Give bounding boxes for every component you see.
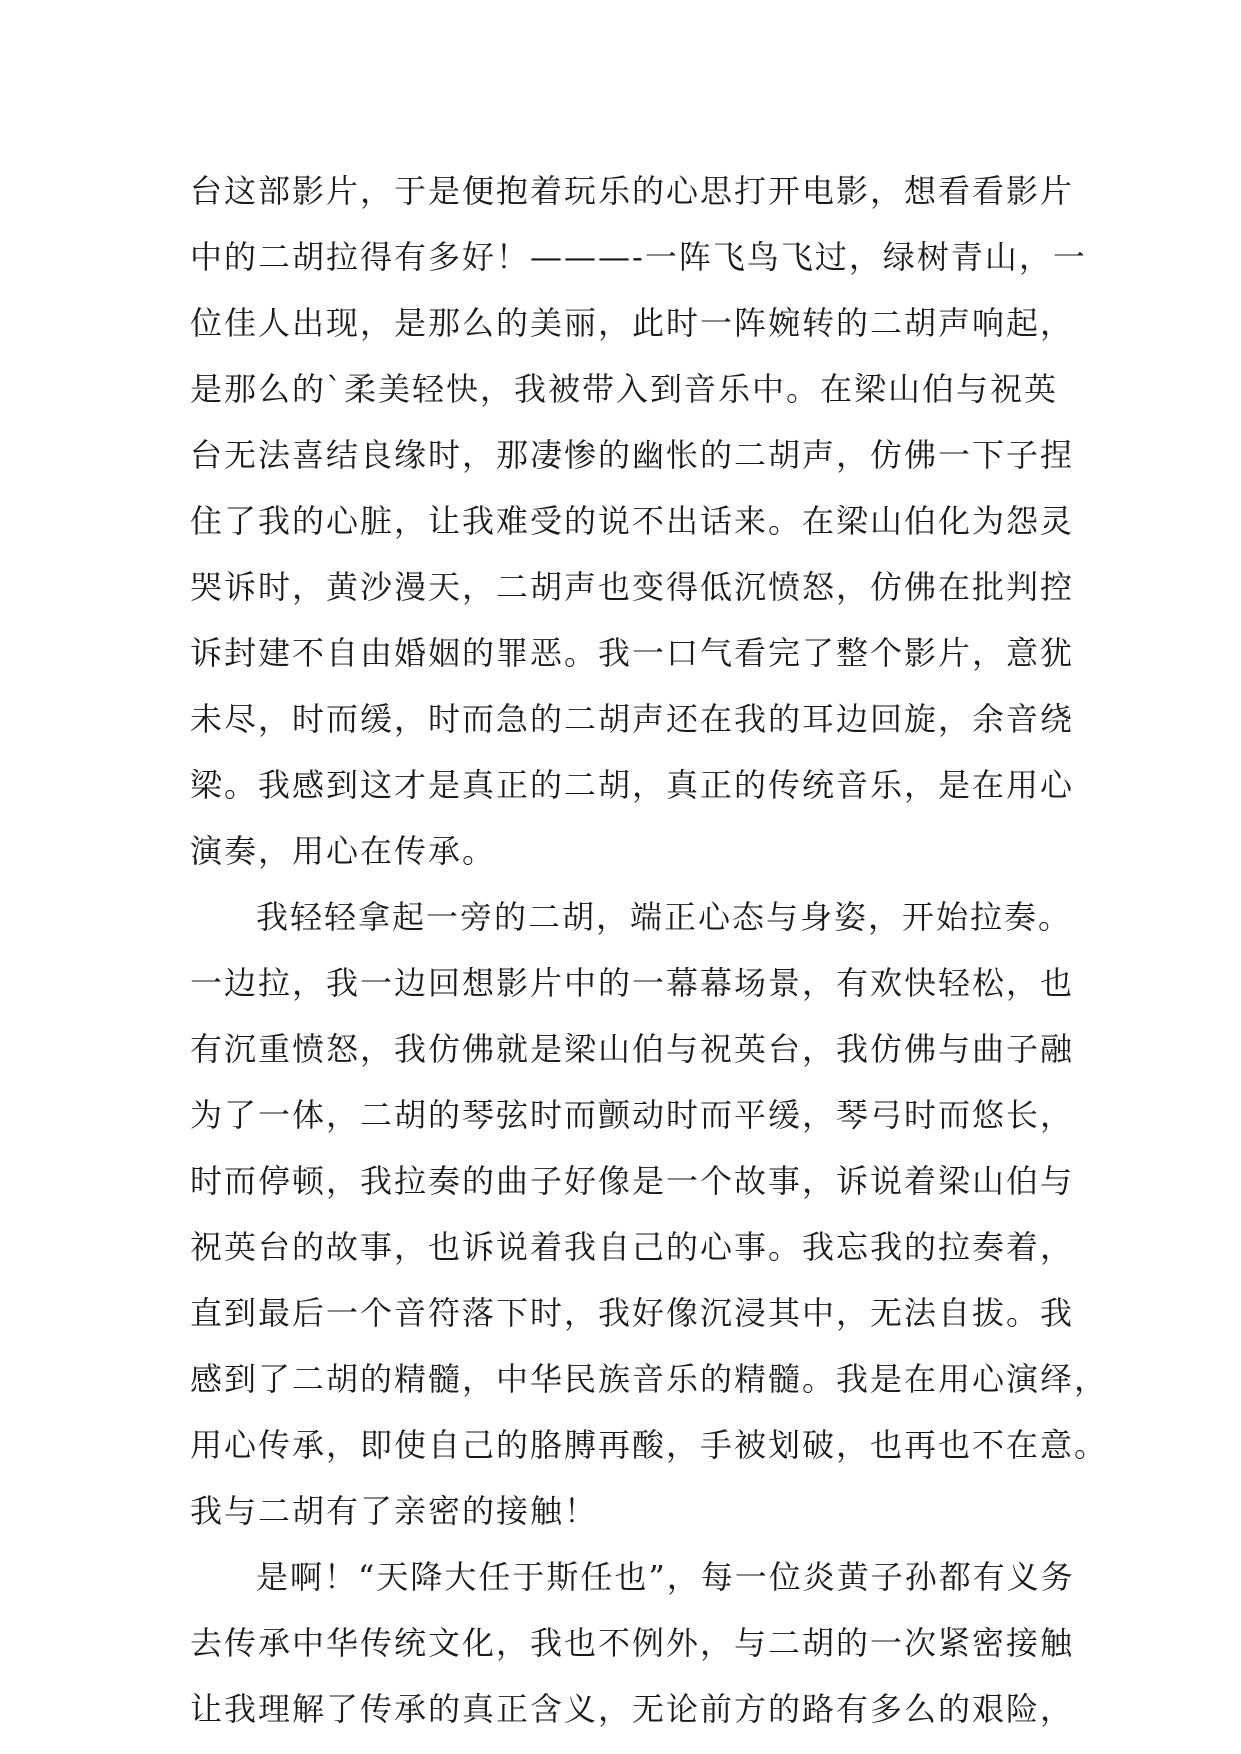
text-line: 演奏，用心在传承。: [190, 832, 497, 870]
text-line: 梁。我感到这才是真正的二胡，真正的传统音乐，是在用心: [190, 766, 1075, 804]
text-line: 祝英台的故事，也诉说着我自己的心事。我忘我的拉奏着，: [190, 1228, 1075, 1266]
text-line: 我与二胡有了亲密的接触！: [190, 1492, 599, 1530]
paragraph-start-line: 我轻轻拿起一旁的二胡，端正心态与身姿，开始拉奏。: [256, 898, 1073, 936]
text-line: 台这部影片，于是便抱着玩乐的心思打开电影，想看看影片: [190, 172, 1075, 210]
text-line: 感到了二胡的精髓，中华民族音乐的精髓。我是在用心演绎，: [190, 1360, 1109, 1398]
text-line: 让我理解了传承的真正含义，无论前方的路有多么的艰险，: [190, 1690, 1075, 1728]
text-line: 是那么的`柔美轻快，我被带入到音乐中。在梁山伯与祝英: [190, 370, 1059, 408]
text-line: 为了一体，二胡的琴弦时而颤动时而平缓，琴弓时而悠长，: [190, 1096, 1075, 1134]
text-line: 有沉重愤怒，我仿佛就是梁山伯与祝英台，我仿佛与曲子融: [190, 1030, 1075, 1068]
text-line: 诉封建不自由婚姻的罪恶。我一口气看完了整个影片，意犹: [190, 634, 1075, 672]
text-line: 住了我的心脏，让我难受的说不出话来。在梁山伯化为怨灵: [190, 502, 1075, 540]
text-line: 直到最后一个音符落下时，我好像沉浸其中，无法自拔。我: [190, 1294, 1075, 1332]
body-text: [190, 158, 1109, 1742]
paragraph-start-line: 是啊！“天降大任于斯任也”，每一位炎黄子孙都有义务: [256, 1558, 1075, 1596]
text-line: 位佳人出现，是那么的美丽，此时一阵婉转的二胡声响起，: [190, 304, 1075, 342]
text-line: 时而停顿，我拉奏的曲子好像是一个故事，诉说着梁山伯与: [190, 1162, 1075, 1200]
text-line: 一边拉，我一边回想影片中的一幕幕场景，有欢快轻松，也: [190, 964, 1075, 1002]
text-line: 哭诉时，黄沙漫天，二胡声也变得低沉愤怒，仿佛在批判控: [190, 568, 1075, 606]
text-line: 去传承中华传统文化，我也不例外，与二胡的一次紧密接触: [190, 1624, 1075, 1662]
text-line: 台无法喜结良缘时，那凄惨的幽怅的二胡声，仿佛一下子捏: [190, 436, 1075, 474]
text-line: 中的二胡拉得有多好！———-一阵飞鸟飞过，绿树青山，一: [190, 238, 1087, 276]
text-line: 未尽，时而缓，时而急的二胡声还在我的耳边回旋，余音绕: [190, 700, 1075, 738]
text-line: 用心传承，即使自己的胳膊再酸，手被划破，也再也不在意。: [190, 1426, 1109, 1464]
